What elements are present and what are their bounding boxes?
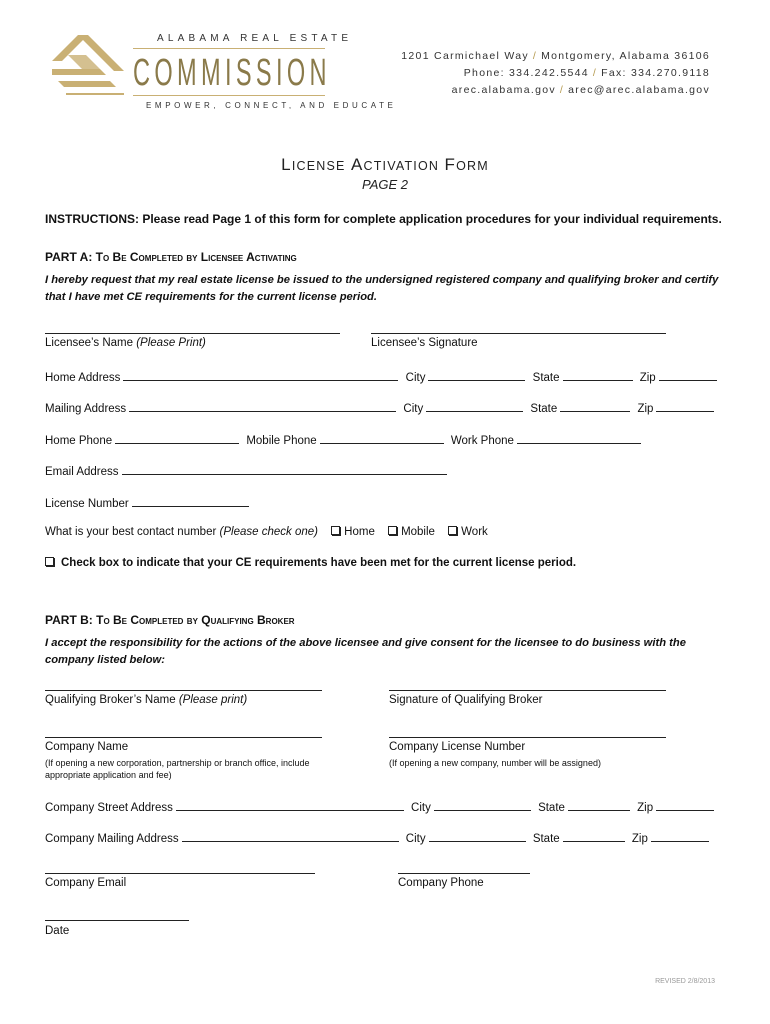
- mailing-address-row: Mailing Address City State Zip: [45, 400, 714, 415]
- email-row: Email Address: [45, 463, 447, 478]
- separator: /: [532, 50, 538, 62]
- date-line[interactable]: [45, 920, 189, 921]
- home-zip-field[interactable]: [659, 369, 717, 381]
- licensee-signature-line[interactable]: [371, 333, 666, 334]
- mailing-state-field[interactable]: [560, 400, 630, 412]
- home-city-field[interactable]: [428, 369, 525, 381]
- broker-signature-label: Signature of Qualifying Broker: [389, 694, 543, 706]
- phone-row: Home Phone Mobile Phone Work Phone: [45, 432, 641, 447]
- company-email-line[interactable]: [45, 873, 315, 874]
- broker-signature-line[interactable]: [389, 690, 666, 691]
- company-license-line[interactable]: [389, 737, 666, 738]
- license-number-row: License Number: [45, 495, 249, 510]
- licensee-name-line[interactable]: [45, 333, 340, 334]
- company-license-label: Company License Number: [389, 741, 526, 753]
- company-name-label: Company Name: [45, 741, 129, 753]
- part-a-statement: I hereby request that my real estate license be issued to the undersigned registered company and qualifying broker and certify that I have met CE requirements for the current license period.: [45, 274, 719, 303]
- home-checkbox[interactable]: [331, 526, 340, 535]
- company-license-note: (If opening a new company, number will be assigned): [389, 758, 601, 768]
- company-mailing-state-field[interactable]: [563, 830, 625, 842]
- mobile-checkbox[interactable]: [388, 526, 397, 535]
- company-email-label: Company Email: [45, 877, 127, 889]
- logo-bottom-line: [133, 95, 325, 96]
- logo-top-line: [133, 48, 325, 49]
- mailing-zip-field[interactable]: [656, 400, 714, 412]
- separator: /: [559, 84, 565, 96]
- part-b-heading: PART B: To Be Completed by Qualifying Broker: [45, 613, 295, 627]
- form-title: LICENSE ACTIVATION FORM: [281, 155, 489, 174]
- part-b-statement: I accept the responsibility for the actions of the above licensee and give consent for the licensee to do business with the company listed below:: [45, 637, 686, 666]
- company-street-row: Company Street Address City State Zip: [45, 799, 714, 814]
- form-subtitle: PAGE 2: [361, 177, 408, 192]
- company-mailing-field[interactable]: [182, 830, 399, 842]
- instructions: INSTRUCTIONS: Please read Page 1 of this form for complete application procedures for your individual requirements.: [45, 212, 722, 226]
- ce-row: Check box to indicate that your CE requirements have been met for the current license period.: [35, 557, 576, 569]
- logo-top-text: ALABAMA REAL ESTATE: [157, 33, 353, 44]
- revised-date: REVISED 2/8/2013: [655, 978, 715, 985]
- company-street-zip-field[interactable]: [656, 799, 714, 811]
- mobile-phone-field[interactable]: [320, 432, 444, 444]
- email-field[interactable]: [122, 463, 447, 475]
- phone-text: Phone: 334.242.5544: [463, 67, 589, 79]
- home-phone-field[interactable]: [115, 432, 239, 444]
- logo-tagline: EMPOWER, CONNECT, AND EDUCATE: [146, 101, 397, 110]
- home-state-field[interactable]: [563, 369, 633, 381]
- work-checkbox[interactable]: [448, 526, 457, 535]
- mailing-city-field[interactable]: [426, 400, 523, 412]
- company-street-state-field[interactable]: [568, 799, 630, 811]
- ce-checkbox[interactable]: [45, 557, 54, 566]
- broker-name-line[interactable]: [45, 690, 322, 691]
- email-link[interactable]: arec@arec.alabama.gov: [568, 84, 710, 96]
- company-phone-line[interactable]: [398, 873, 530, 874]
- company-name-line[interactable]: [45, 737, 322, 738]
- contact-preference-row: What is your best contact number (Please check one) Home Mobile Work: [45, 526, 488, 538]
- licensee-signature-label: Licensee’s Signature: [371, 337, 478, 349]
- licensee-name-label: Licensee’s Name (Please Print): [45, 337, 206, 349]
- company-name-note: (If opening a new corporation, partnership or branch office, include appropriate application and fee): [45, 758, 310, 780]
- logo-main-text: COMMISSION: [133, 52, 331, 94]
- address-text: 1201 Carmichael Way: [401, 50, 529, 62]
- home-address-field[interactable]: [123, 369, 398, 381]
- contact-line-1: [401, 50, 710, 62]
- license-number-field[interactable]: [132, 495, 249, 507]
- separator: /: [592, 67, 598, 79]
- company-street-city-field[interactable]: [434, 799, 531, 811]
- company-mailing-city-field[interactable]: [429, 830, 526, 842]
- date-label: Date: [45, 925, 70, 937]
- company-mailing-row: Company Mailing Address City State Zip: [45, 830, 709, 845]
- website-link[interactable]: arec.alabama.gov: [451, 84, 556, 96]
- fax-text: Fax: 334.270.9118: [601, 67, 710, 79]
- contact-line-3: [452, 84, 710, 96]
- work-phone-field[interactable]: [517, 432, 641, 444]
- company-mailing-zip-field[interactable]: [651, 830, 709, 842]
- mailing-address-field[interactable]: [129, 400, 396, 412]
- company-phone-label: Company Phone: [398, 877, 484, 889]
- part-a-heading: PART A: To Be Completed by Licensee Activating: [45, 250, 297, 264]
- contact-line-2: [464, 67, 710, 79]
- home-address-row: Home Address City State Zip: [45, 369, 717, 384]
- commission-logo-icon: [48, 33, 128, 95]
- broker-name-label: Qualifying Broker’s Name (Please print): [45, 694, 248, 706]
- company-street-field[interactable]: [176, 799, 404, 811]
- city-text: Montgomery, Alabama 36106: [541, 50, 710, 62]
